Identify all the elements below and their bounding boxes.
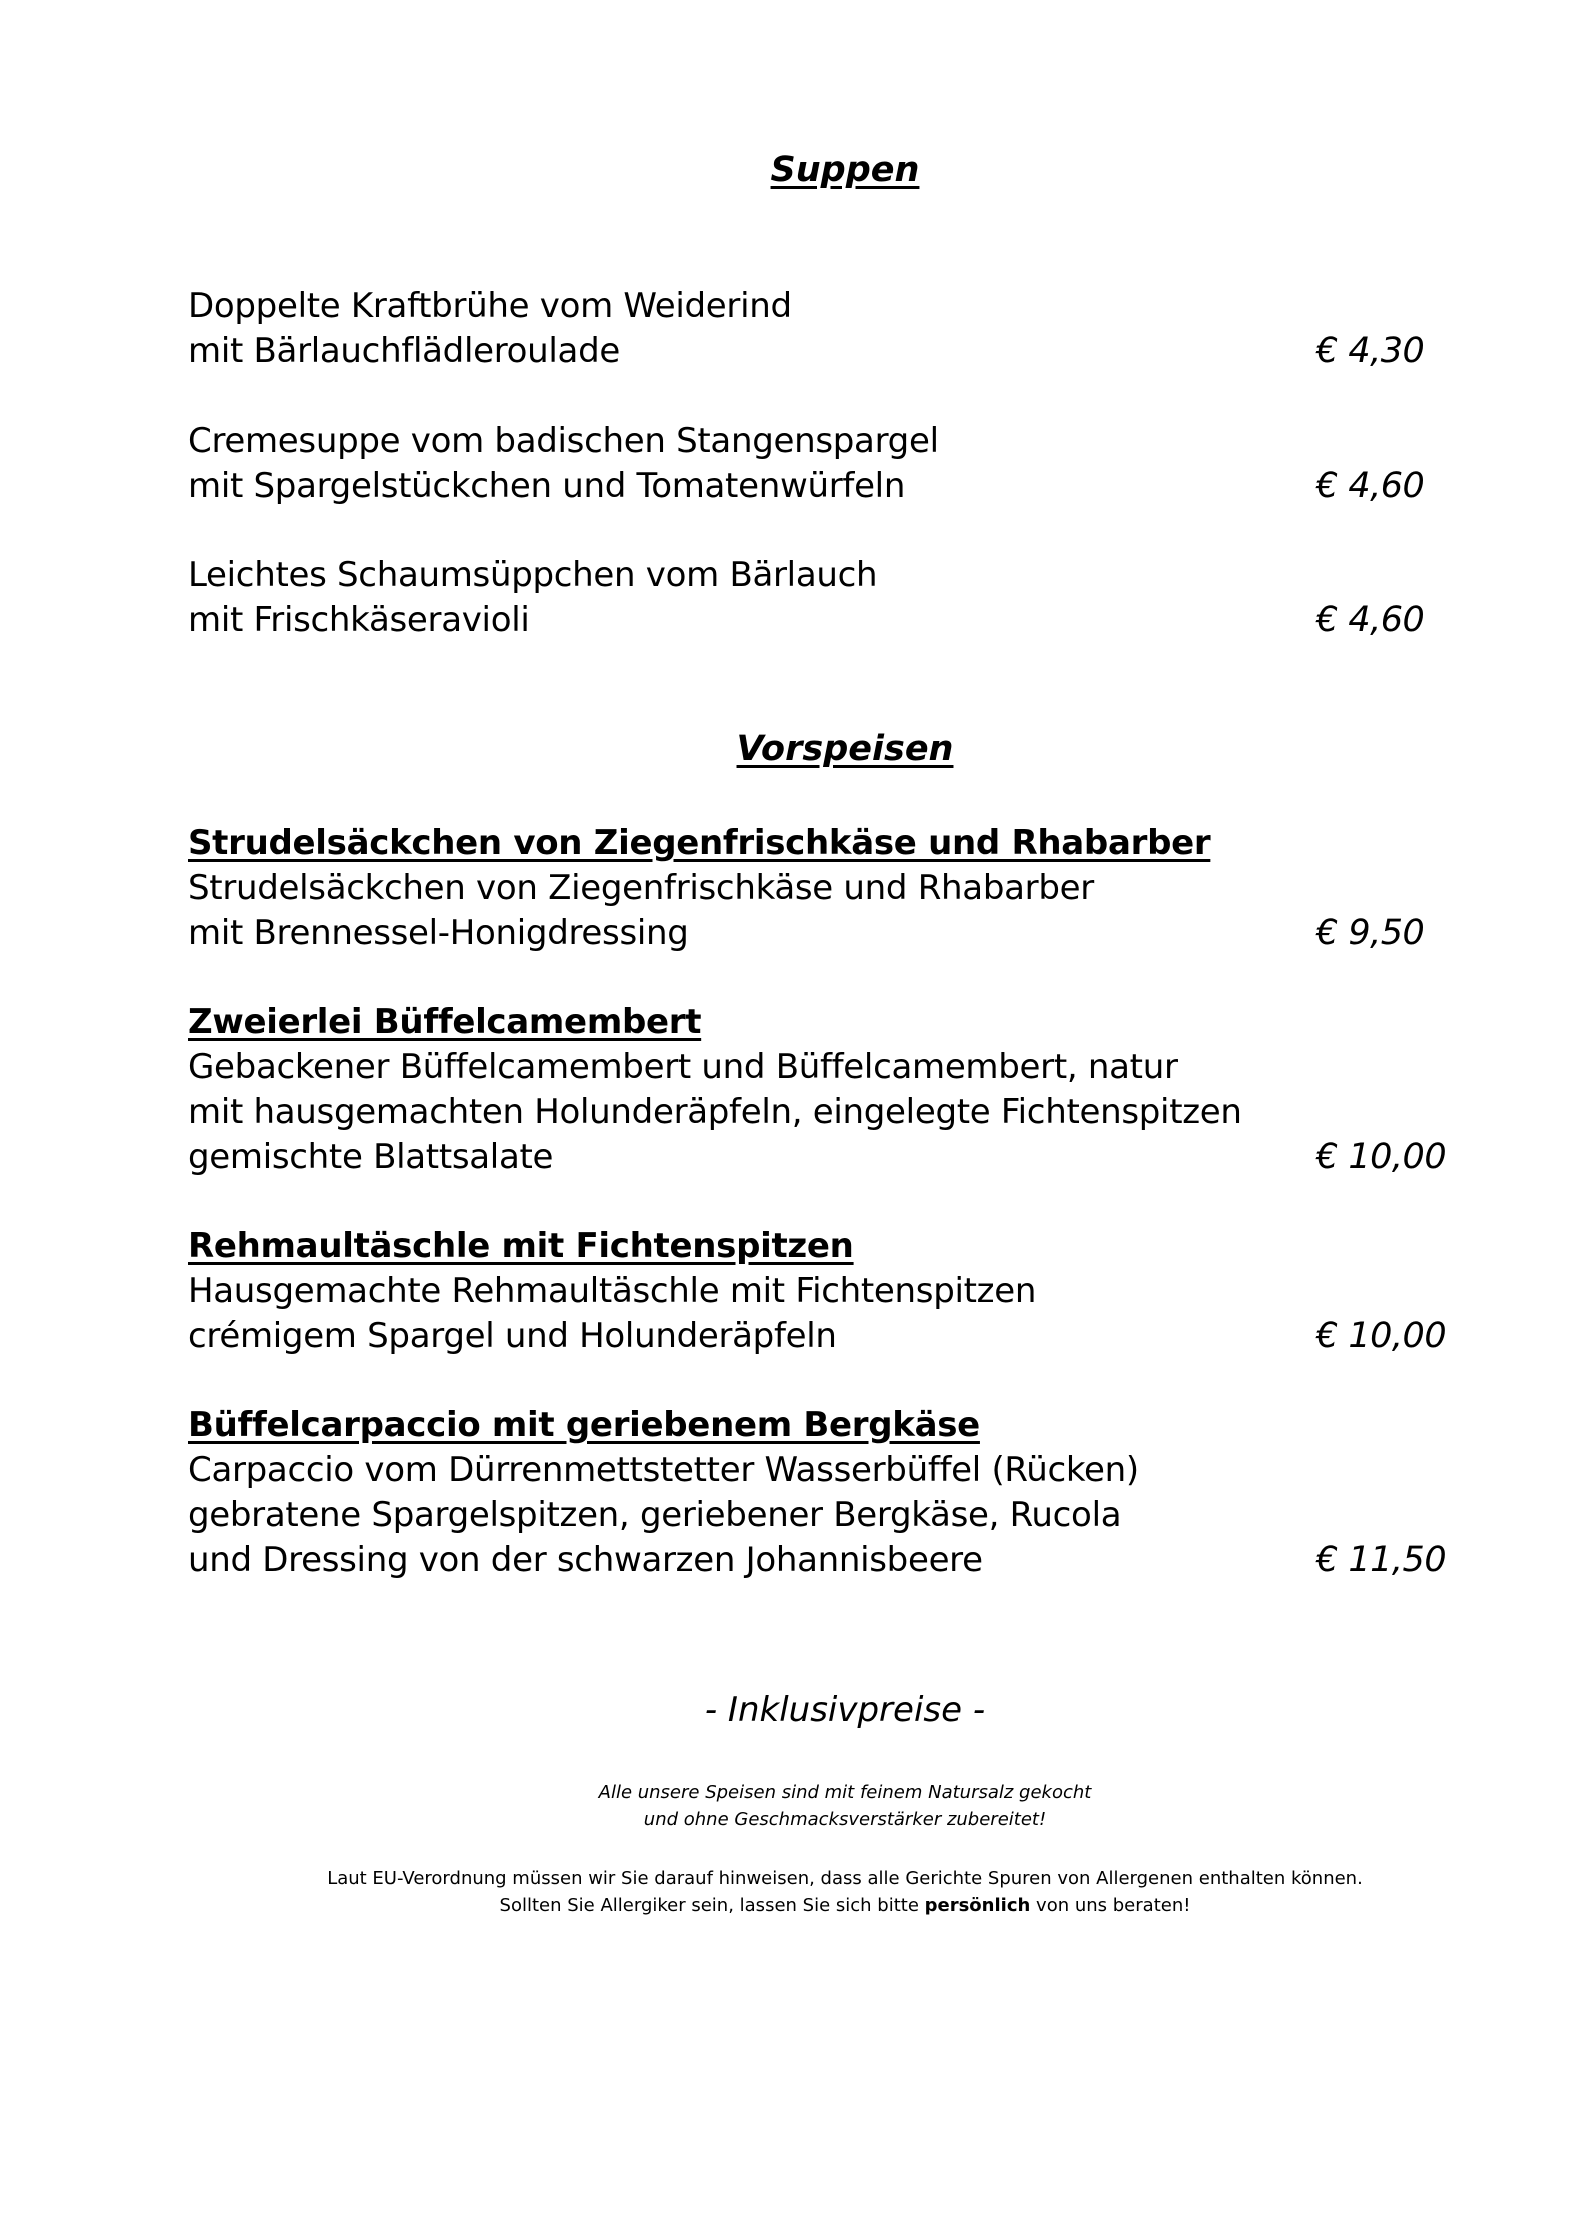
item-line: mit Spargelstückchen und Tomatenwürfeln [188,466,906,506]
inklusivpreise-note: - Inklusivpreise - [704,1690,986,1730]
item-price: € 4,60 [1316,600,1425,640]
item-line: crémigem Spargel und Holunderäpfeln [188,1316,837,1356]
item-price: € 4,30 [1316,331,1425,371]
item-line: mit Bärlauchflädleroulade [188,331,620,371]
menu-item [188,284,1448,374]
menu-item [188,553,1448,643]
item-line: Leichtes Schaumsüppchen vom Bärlauch [188,555,878,595]
item-price: € 10,00 [1316,1137,1447,1177]
salt-note-line: und ohne Geschmacksverstärker zubereitet! [643,1809,1047,1830]
item-line: mit Frischkäseravioli [188,600,530,640]
salt-note [0,1779,1571,1833]
section-title-suppen: Suppen [770,150,920,190]
item-line: Cremesuppe vom badischen Stangenspargel [188,421,939,461]
menu-item [188,419,1448,509]
salt-note-line: Alle unsere Speisen sind mit feinem Natursalz gekocht [598,1782,1092,1803]
item-line: Gebackener Büffelcamembert und Büffelcamembert, natur [188,1047,1178,1087]
menu-item [188,1224,1448,1359]
item-line: gemischte Blattsalate [188,1137,554,1177]
menu-item [188,1403,1448,1583]
item-line: Doppelte Kraftbrühe vom Weiderind [188,286,792,326]
item-title: Rehmaultäschle mit Fichtenspitzen [188,1226,854,1266]
item-line: und Dressing von der schwarzen Johannisbeere [188,1540,983,1580]
item-price: € 4,60 [1316,466,1425,506]
allergen-emphasis: persönlich [924,1895,1031,1916]
item-price: € 10,00 [1316,1316,1447,1356]
item-line: Carpaccio vom Dürrenmettstetter Wasserbüffel (Rücken) [188,1450,1139,1490]
item-line: mit Brennessel-Honigdressing [188,913,689,953]
item-title: Büffelcarpaccio mit geriebenem Bergkäse [188,1405,980,1445]
item-title: Strudelsäckchen von Ziegenfrischkäse und Rhabarber [188,823,1211,863]
menu-item [188,821,1448,956]
item-title: Zweierlei Büffelcamembert [188,1002,702,1042]
item-line: gebratene Spargelspitzen, geriebener Bergkäse, Rucola [188,1495,1122,1535]
item-line: Strudelsäckchen von Ziegenfrischkäse und Rhabarber [188,868,1094,908]
item-price: € 9,50 [1316,913,1425,953]
item-line: mit hausgemachten Holunderäpfeln, eingelegte Fichtenspitzen [188,1092,1242,1132]
menu-item [188,1000,1448,1180]
allergen-note [0,1865,1571,1919]
allergen-text: Sollten Sie Allergiker sein, lassen Sie sich bitte [499,1895,925,1916]
allergen-text: von uns beraten! [1030,1895,1191,1916]
allergen-note-line: Laut EU-Verordnung müssen wir Sie darauf hinweisen, dass alle Gerichte Spuren von Allergenen enthalten können. [327,1868,1363,1889]
allergen-note-line [0,1892,1571,1919]
section-title-vorspeisen: Vorspeisen [736,729,954,769]
item-line: Hausgemachte Rehmaultäschle mit Fichtenspitzen [188,1271,1037,1311]
item-price: € 11,50 [1316,1540,1447,1580]
